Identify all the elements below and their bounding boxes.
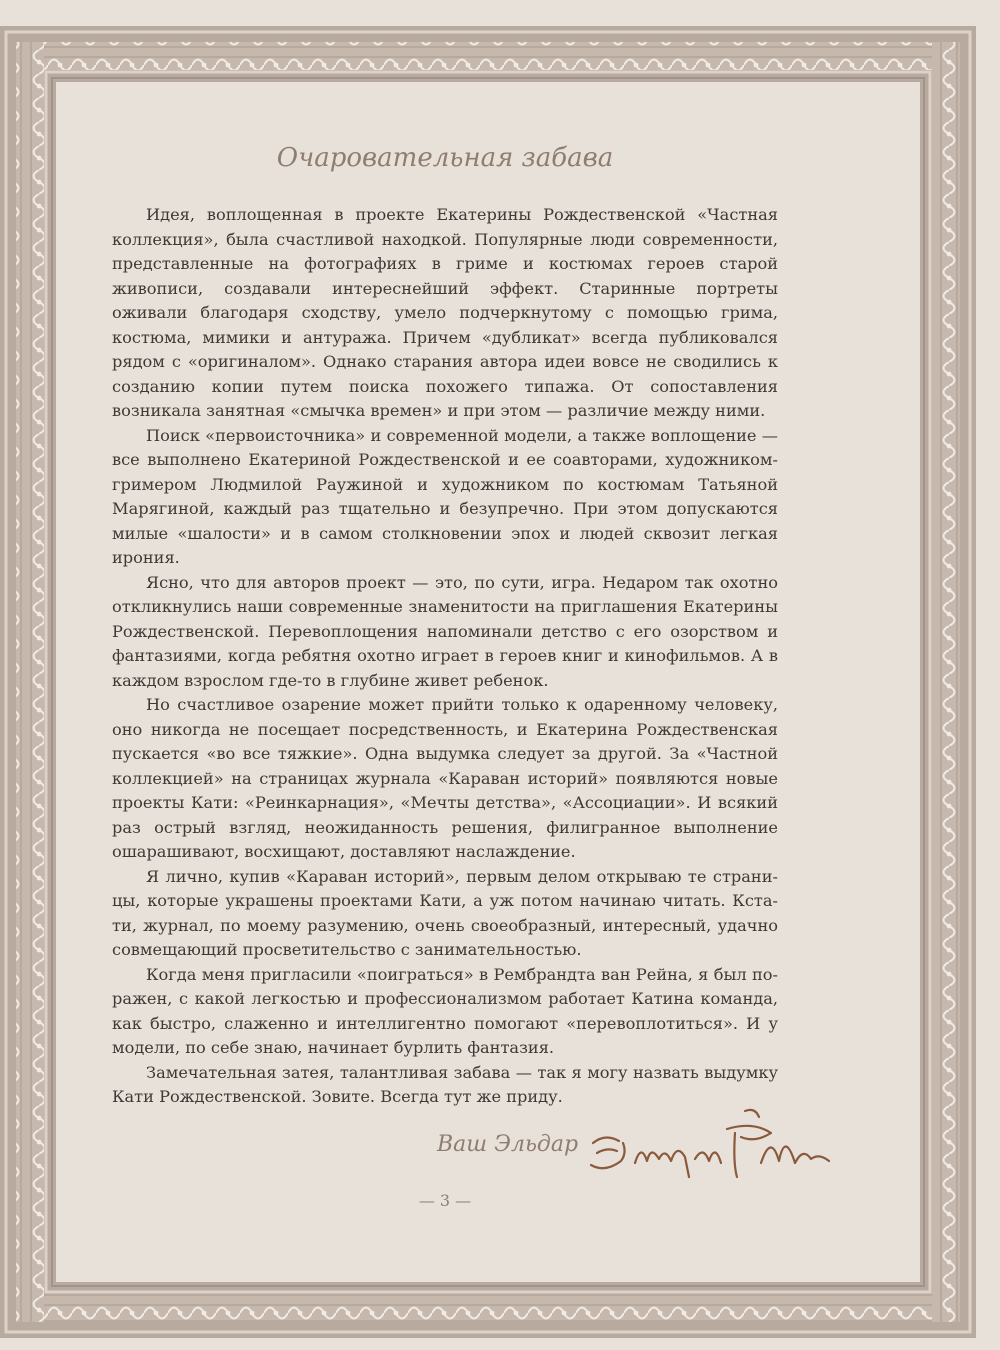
paragraph: Но счастливое озарение может прийти только к одаренному человеку, оно никогда не посещает посредственность, и Екатерина Рождественская пускается «во все тяжкие». Одна выдумка следует за другой. За «Частной коллекцией» на страницах журнала «Караван историй» появляются новые проекты Кати: «Реинкарнация», «Мечты детства», «Ассоциации». И всякий раз острый взгляд, неожиданность решения, филигранное выполнение ошарашивают, восхищают, доставляют наслаждение.: [112, 695, 778, 861]
paragraph: Я лично, купив «Караван историй», первым делом открываю те страницы, которые украшены проектами Кати, а уж потом начинаю читать. Кстати, журнал, по моему разумению, очень своеобразный, интересный, удачно совмещающий просветительство с занимательностью.: [112, 866, 778, 959]
article-body: [112, 203, 778, 1110]
signature-text: Ваш Эльдар: [437, 1132, 579, 1157]
article-title: Очаровательная забава: [276, 143, 614, 173]
paragraph: Ясно, что для авторов проект — это, по сути, игра. Недаром так охотно откликнулись наши современные знаменитости на приглашения Екатерины Рождественской. Перевоплощения напоминали детство с его озорством и фантазиями, когда ребятня охотно играет в героев книг и кинофильмов. А в каждом взрослом где-то в глубине живет ребенок.: [112, 572, 778, 690]
handwritten-signature: [585, 1103, 835, 1183]
paragraph: Замечательная затея, талантливая забава — так я могу назвать выдумку Кати Рождественской. Зовите. Всегда тут же приду.: [112, 1062, 778, 1106]
paragraph: Идея, воплощенная в проекте Екатерины Рождественской «Частная коллекция», была счастливой находкой. Популярные люди современности, представленные на фотографиях в гриме и костюмах героев старой живописи, создавали интереснейший эффект. Старинные портреты оживали благодаря сходству, умело подчеркнутому с помощью грима, костюма, мимики и антуража. Причем «дубликат» всегда публиковался рядом с «оригиналом». Однако старания автора идеи вовсе не сводились к созданию копии путем поиска похожего типажа. От сопоставления возникала занятная «смычка времен» и при этом — различие между ними.: [112, 205, 778, 420]
page-number: — 3 —: [418, 1191, 472, 1210]
paragraph: Когда меня пригласили «поиграться» в Рембрандта ван Рейна, я был поражен, с какой легкостью и профессионализмом работает Катина команда, как быстро, слаженно и интеллигентно помогают «перевоплотиться». И у модели, по себе знаю, начинает бурлить фантазия.: [112, 964, 778, 1057]
paragraph: Поиск «первоисточника» и современной модели, а также воплощение — все выполнено Екатериной Рождественской и ее соавторами, художником-гримером Людмилой Раужиной и художником по костюмам Татьяной Марягиной, каждый раз тщательно и безупречно. При этом допускаются милые «шалости» и в самом столкновении эпох и людей сквозит легкая ирония.: [112, 425, 778, 567]
